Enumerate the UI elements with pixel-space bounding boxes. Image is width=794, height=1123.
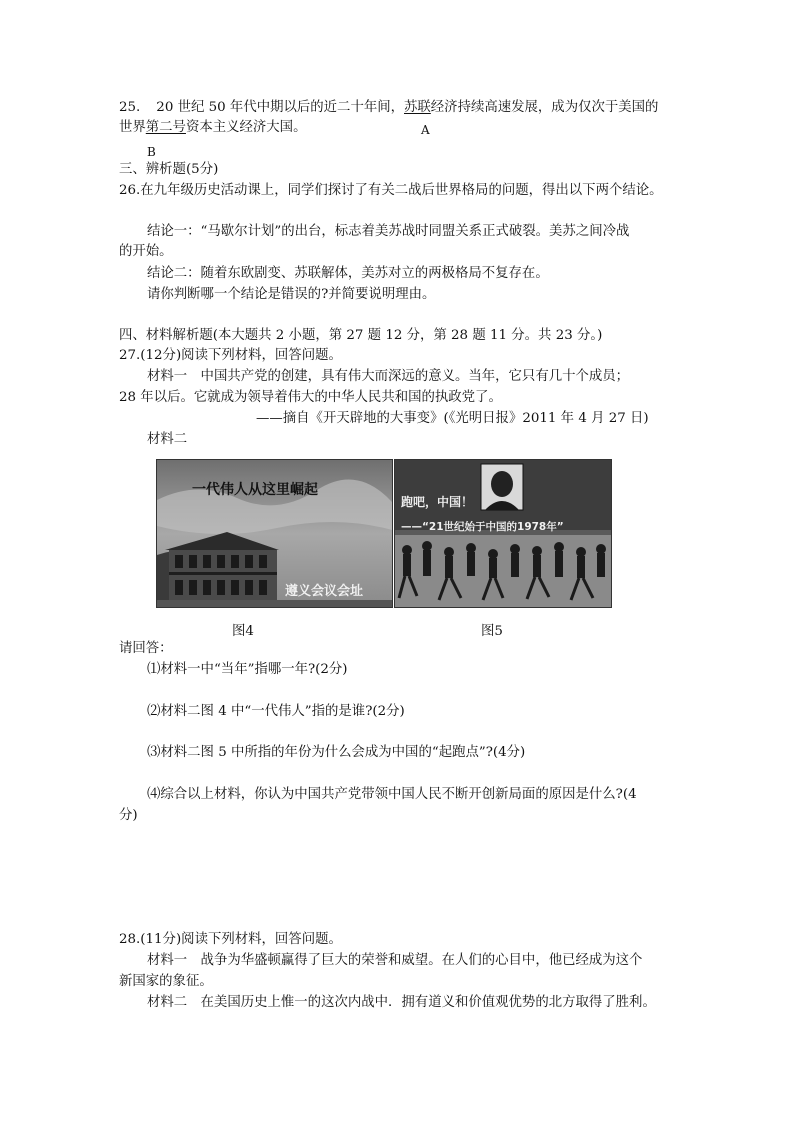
sub-question-3: ⑶材料二图 5 中所指的年份为什么会成为中国的“起跑点”?(4分) bbox=[147, 745, 526, 760]
q28-material-1-a: 材料一 战争为华盛顿赢得了巨大的荣誉和威望。在人们的心目中，他已经成为这个 bbox=[147, 953, 643, 968]
question-number: 25. bbox=[119, 100, 141, 115]
sub-question-2: ⑵材料二图 4 中“一代伟人”指的是谁?(2分) bbox=[147, 704, 405, 719]
section-3-heading: 三、辨析题(5分) bbox=[119, 162, 219, 177]
q25-underlined-ussr: 苏联 bbox=[404, 100, 431, 115]
q25-text-c: 世界 bbox=[119, 120, 146, 135]
conclusion-1-b: 的开始。 bbox=[119, 244, 173, 259]
q27-material-1-a: 材料一 中国共产党的创建，具有伟大而深远的意义。当年，它只有几十个成员； bbox=[147, 369, 630, 384]
conclusion-1-a: 结论一：“马歇尔计划”的出台，标志着美苏战时同盟关系正式破裂。美苏之间冷战 bbox=[147, 224, 630, 239]
figure-4-sign-text: 遵义会议会址 bbox=[285, 584, 364, 599]
please-answer: 请回答： bbox=[119, 641, 173, 656]
q25-underlined-second: 第二号 bbox=[145, 120, 186, 135]
q28-material-1-b: 新国家的象征。 bbox=[119, 974, 213, 989]
zunyi-site-picture bbox=[157, 460, 392, 607]
figure-4-zunyi-photo bbox=[156, 459, 393, 608]
figure-5-poster-photo bbox=[394, 459, 612, 608]
q25-line-2 bbox=[119, 118, 306, 138]
q26-prompt: 请你判断哪一个结论是错误的?并简要说明理由。 bbox=[147, 287, 436, 302]
figure-5-overlay-1: 跑吧，中国！ bbox=[401, 495, 474, 509]
section-4-heading: 四、材料解析题(本大题共 2 小题，第 27 题 12 分，第 28 题 11 分。共 23 分。) bbox=[119, 328, 603, 343]
sub-question-1: ⑴材料一中“当年”指哪一年?(2分) bbox=[147, 662, 348, 677]
figure-5-caption: 图5 bbox=[481, 624, 503, 639]
q25-text-d: 资本主义经济大国。 bbox=[185, 120, 307, 135]
q28-material-2: 材料二 在美国历史上惟一的这次内战中．拥有道义和价值观优势的北方取得了胜利。 bbox=[147, 995, 656, 1010]
running-crowd-picture bbox=[395, 460, 611, 607]
figure-4-caption: 图4 bbox=[232, 624, 254, 639]
q27-material-2-label: 材料二 bbox=[147, 432, 188, 447]
figure-5-overlay-2: ——“21世纪始于中国的1978年” bbox=[401, 521, 564, 533]
q25-text-a: 20 世纪 50 年代中期以后的近二十年间， bbox=[156, 100, 405, 115]
q26-text: 26.在九年级历史活动课上，同学们探讨了有关二战后世界格局的问题，得出以下两个结论。 bbox=[119, 183, 663, 198]
sub-question-4-b: 分) bbox=[119, 808, 138, 823]
q27-source: ——摘自《开天辟地的大事变》(《光明日报》2011 年 4 月 27 日) bbox=[256, 411, 649, 426]
q25-text-b: 经济持续高速发展，成为仅次于美国的 bbox=[430, 100, 659, 115]
conclusion-2: 结论二：随着东欧剧变、苏联解体，美苏对立的两极格局不复存在。 bbox=[147, 266, 549, 281]
sub-question-4-a: ⑷综合以上材料，你认为中国共产党带领中国人民不断开创新局面的原因是什么?(4 bbox=[147, 787, 637, 802]
mark-a: A bbox=[421, 123, 430, 137]
figure-4-overlay-text: 一代伟人从这里崛起 bbox=[192, 482, 318, 498]
q27-material-1-b: 28 年以后。它就成为领导着伟大的中华人民共和国的执政党了。 bbox=[119, 390, 502, 405]
q25-line-1 bbox=[119, 98, 658, 118]
q27-intro: 27.(12分)阅读下列材料，回答问题。 bbox=[119, 348, 342, 363]
mark-b: B bbox=[147, 145, 156, 159]
q28-intro: 28.(11分)阅读下列材料，回答问题。 bbox=[119, 932, 342, 947]
